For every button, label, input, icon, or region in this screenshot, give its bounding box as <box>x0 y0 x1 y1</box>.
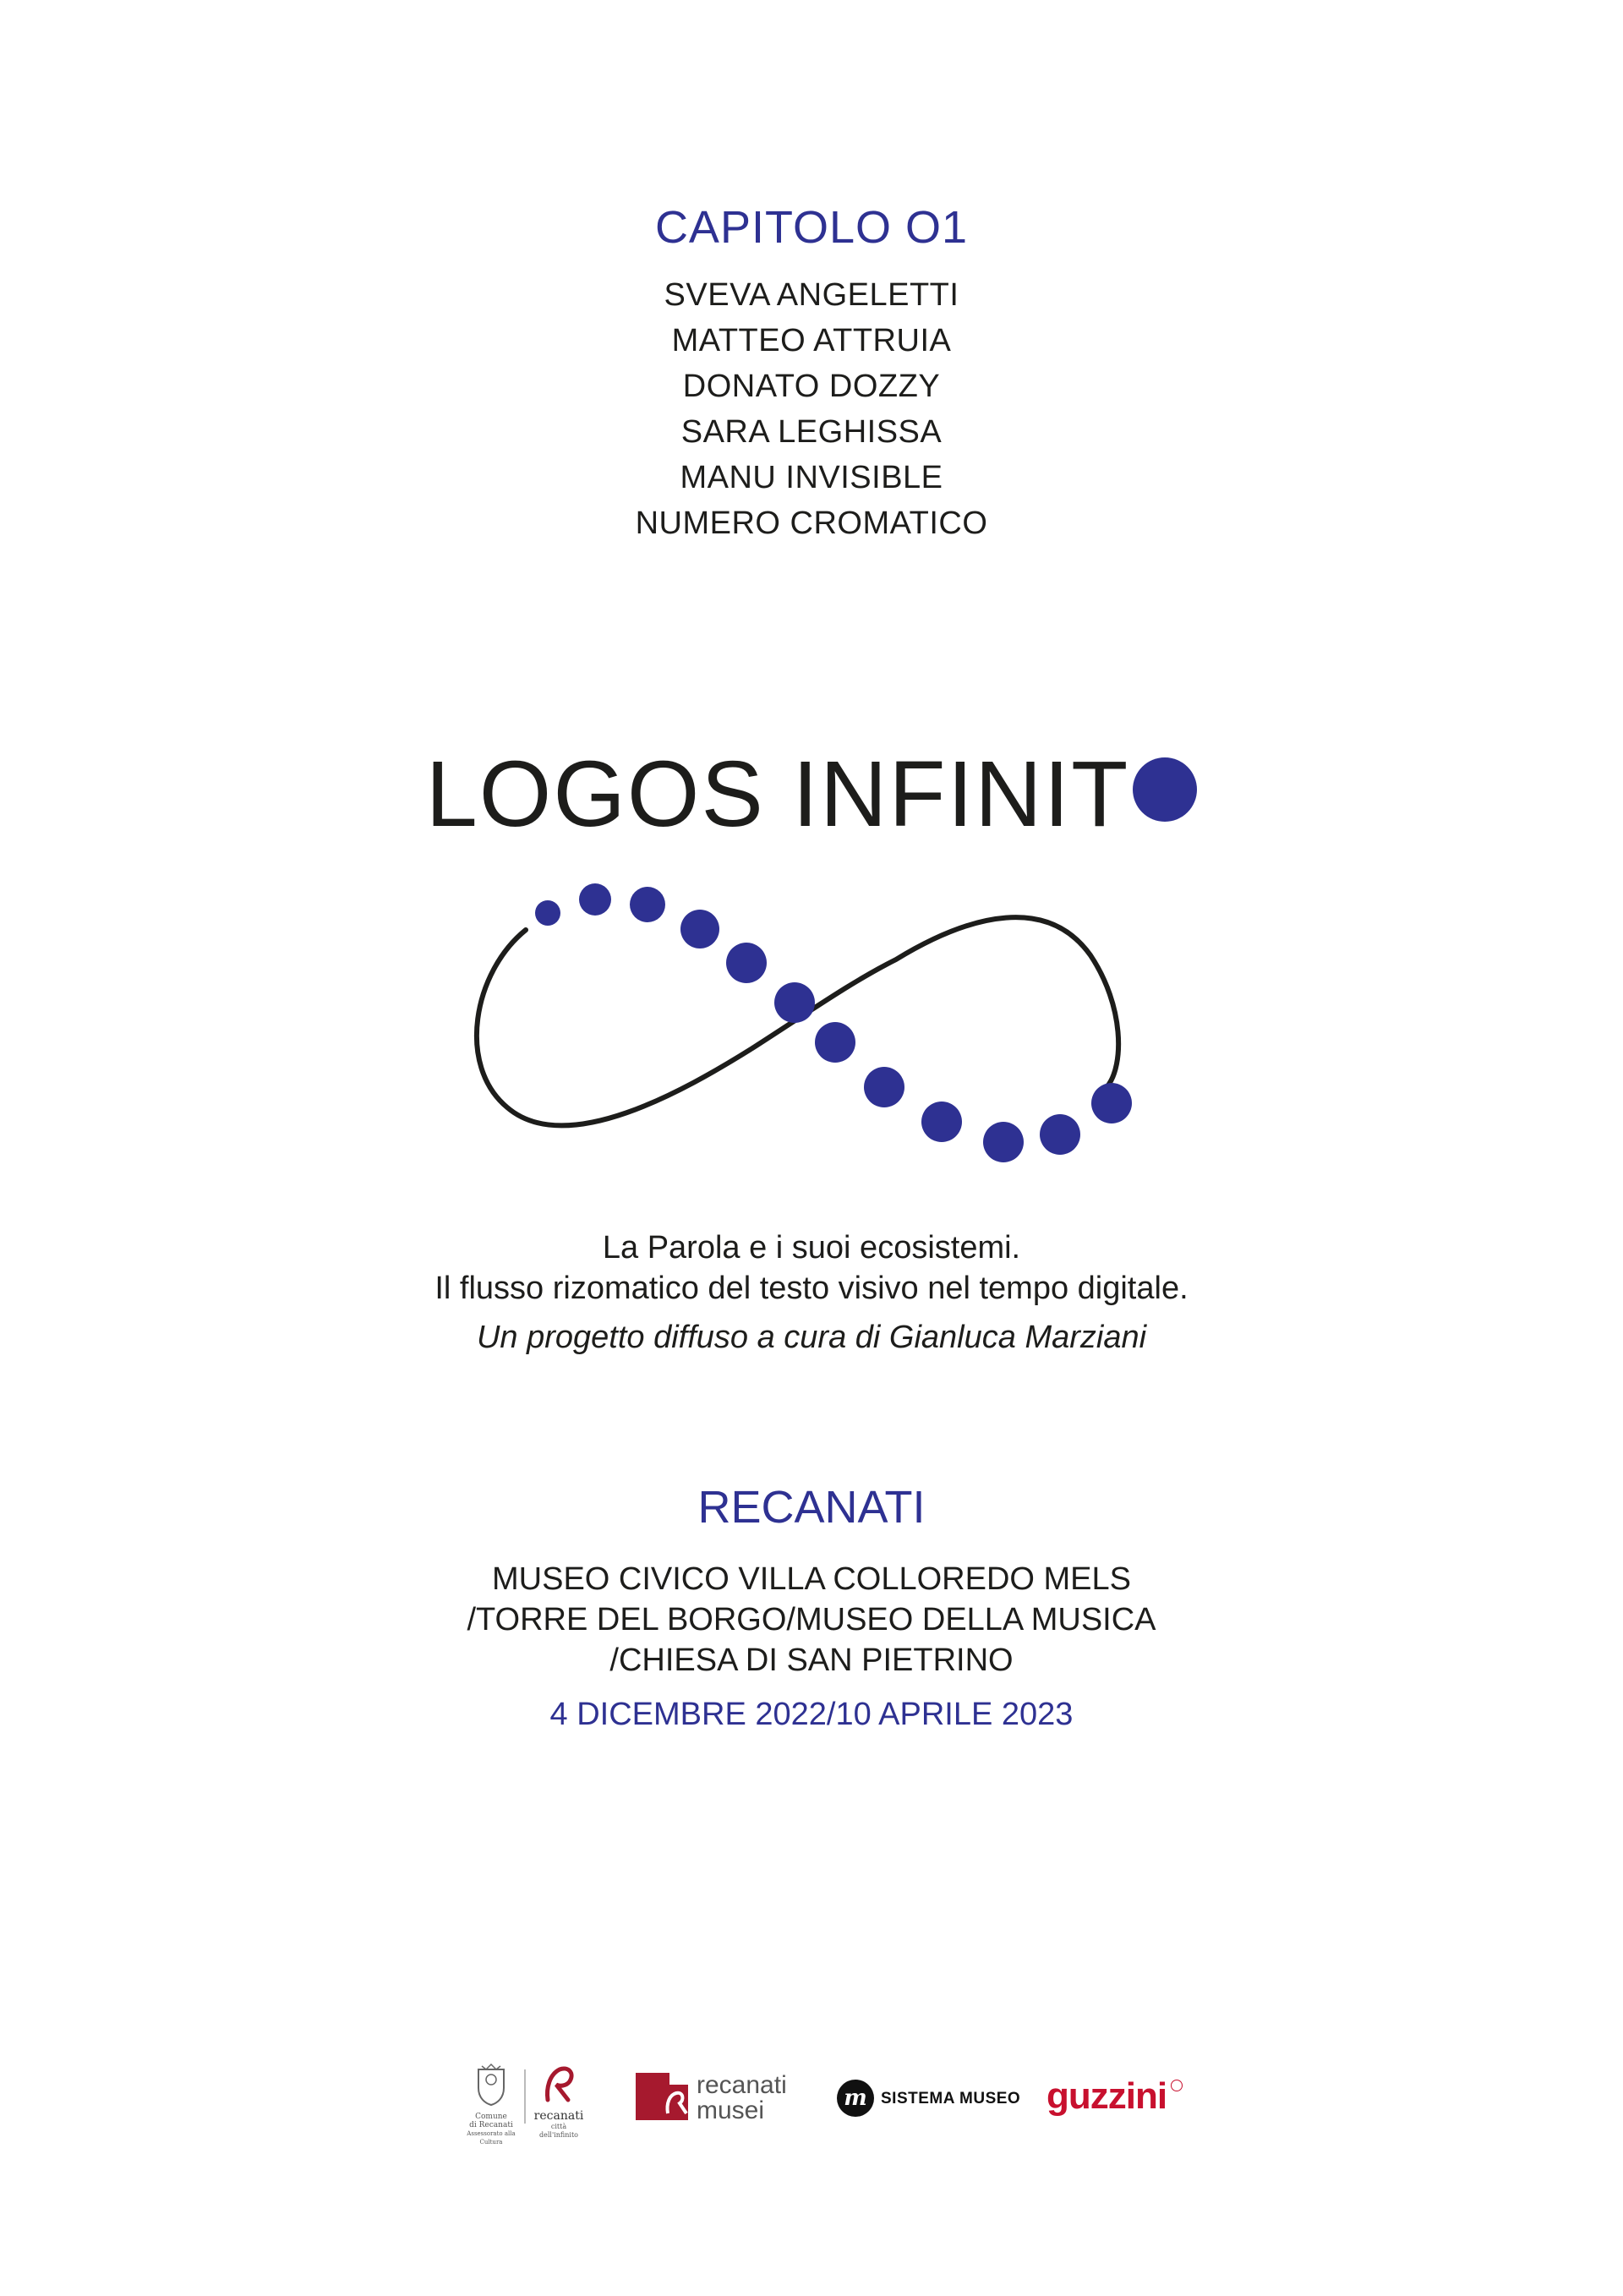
musei-name-line-1: recanati <box>697 2071 787 2099</box>
comune-line: Assessorato alla Cultura <box>467 2130 516 2146</box>
infinity-dot <box>579 883 611 916</box>
infinity-dot <box>774 982 815 1023</box>
comune-line: Comune <box>475 2113 507 2121</box>
venue-line: /TORRE DEL BORGO/MUSEO DELLA MUSICA <box>467 1602 1156 1637</box>
infinity-dot <box>864 1067 904 1107</box>
infinity-dot <box>983 1122 1024 1162</box>
artist-name: NUMERO CROMATICO <box>635 506 988 541</box>
city-title: RECANATI <box>697 1482 926 1533</box>
sistema-museo-name: SISTEMA MUSEO <box>881 2090 1021 2107</box>
infinity-dot <box>630 887 665 922</box>
artist-name: DONATO DOZZY <box>682 369 941 404</box>
venue-line: /CHIESA DI SAN PIETRINO <box>609 1643 1014 1678</box>
guzzini-logo <box>1046 2073 1199 2124</box>
logo-title <box>0 734 1623 848</box>
venue-line: MUSEO CIVICO VILLA COLLOREDO MELS <box>492 1561 1131 1597</box>
comune-line: di Recanati <box>469 2121 513 2129</box>
infinity-dot <box>921 1102 962 1142</box>
sistema-museo-logo <box>837 2080 1023 2122</box>
infinity-dots <box>535 883 1132 1162</box>
artist-name: SVEVA ANGELETTI <box>664 277 959 313</box>
artist-name: MATTEO ATTRUIA <box>671 323 952 358</box>
recanati-city-name: recanati <box>533 2109 584 2123</box>
infinity-dot <box>1040 1114 1080 1155</box>
artist-name: SARA LEGHISSA <box>680 414 943 450</box>
recanati-city-logo <box>531 2063 587 2139</box>
guzzini-wordmark: guzzini <box>1046 2075 1167 2117</box>
artist-list <box>0 272 1623 546</box>
subtitle-line-2: Il flusso rizomatico del testo visivo nel tempo digitale. <box>434 1271 1189 1306</box>
curator-line: Un progetto diffuso a cura di Gianluca Marziani <box>476 1320 1147 1355</box>
musei-name-line-2: musei <box>697 2096 765 2124</box>
exhibition-dates: 4 DICEMBRE 2022/10 APRILE 2023 <box>549 1697 1074 1732</box>
recanati-musei-logo <box>636 2069 805 2129</box>
logo-title-text: LOGOS INFINIT <box>425 742 1130 847</box>
registered-mark-icon <box>1171 2080 1183 2091</box>
crest-icon <box>463 2063 519 2108</box>
recanati-tagline: città dell'infinito <box>539 2123 578 2139</box>
chapter-title: CAPITOLO O1 <box>654 202 969 253</box>
infinity-dot <box>535 900 560 926</box>
artist-name: MANU INVISIBLE <box>680 460 943 495</box>
sistema-museo-m-icon: m <box>837 2080 874 2117</box>
subtitle-line-1: La Parola e i suoi ecosistemi. <box>602 1230 1021 1266</box>
infinity-dot <box>815 1022 855 1063</box>
venue-list <box>0 1559 1623 1681</box>
infinity-dot <box>680 910 719 948</box>
infinity-symbol-icon <box>456 879 1167 1184</box>
infinity-dot <box>726 943 767 983</box>
logo-divider <box>524 2069 526 2124</box>
sponsor-logos <box>0 2063 1623 2146</box>
musei-mark-icon <box>636 2069 688 2122</box>
recanati-r-icon <box>538 2063 580 2105</box>
infinity-dot <box>1091 1083 1132 1123</box>
comune-recanati-logo <box>463 2063 519 2146</box>
logo-o-dot-icon <box>1133 757 1197 822</box>
